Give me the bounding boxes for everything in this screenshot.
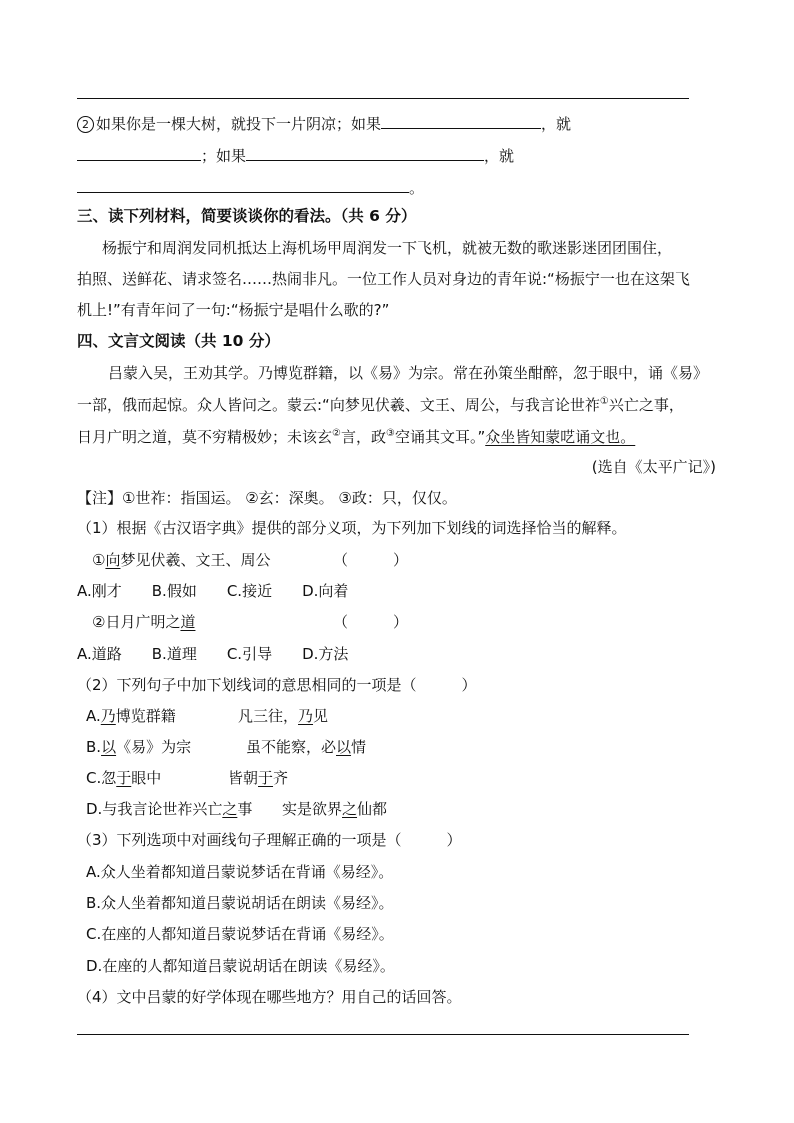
section-3-paragraph-line2: 拍照、送鲜花、请求签名……热闹非凡。一位工作人员对身边的青年说:“杨振宁一也在这架飞	[77, 270, 690, 288]
question-3-option-d: D.在座的人都知道吕蒙说胡话在朗读《易经》。	[86, 957, 395, 975]
fill-in-item-2-line1	[77, 112, 571, 134]
question-2-option-b: B.以《易》为宗	[86, 738, 192, 756]
underlined-sentence: 众坐皆知蒙呓诵文也。	[485, 428, 636, 446]
question-2-option-a-compare: 凡三往，乃见	[238, 707, 329, 725]
item2-text-a: 如果你是一棵大树，就投下一片阴凉；如果	[96, 115, 382, 133]
footnotes: 【注】①世祚：指国运。 ②玄：深奥。 ③政：只，仅仅。	[77, 489, 457, 507]
section-3-paragraph-line1: 杨振宁和周润发同机抵达上海机场甲周润发一下飞机，就被无数的歌迷影迷团团围住，	[102, 239, 673, 257]
classical-text-line1: 吕蒙入吴，王劝其学。乃博览群籍，以《易》为宗。常在孙策坐酣醉，忽于眼中，诵《易》	[108, 364, 709, 382]
footnote-marker-1: ①	[599, 396, 609, 407]
item2-text-b: ，就	[541, 115, 572, 133]
answer-line-top	[77, 98, 689, 99]
section-3-paragraph-line3: 机上!”有青年问了一句:“杨振宁是唱什么歌的?”	[77, 301, 390, 319]
classical-text-line3: 日月广明之道，莫不穷精极妙；未该玄②言，政③空诵其文耳。”众坐皆知蒙呓诵文也。	[77, 428, 636, 446]
answer-blank-1[interactable]	[381, 112, 541, 129]
answer-blank-2[interactable]	[77, 144, 201, 161]
source-citation: (选自《太平广记》)	[591, 458, 716, 476]
question-1-stem: （1）根据《古汉语字典》提供的部分义项，为下列加下划线的词选择恰当的解释。	[77, 519, 627, 537]
answer-line-bottom[interactable]	[77, 1034, 689, 1035]
item2-text-d: ，就	[484, 147, 515, 165]
underlined-word-xiang: 向	[105, 551, 121, 569]
fill-in-item-2-line3	[77, 176, 424, 198]
footnote-marker-3: ③	[386, 428, 395, 439]
question-4-stem: （4）文中吕蒙的好学体现在哪些地方？用自己的话回答。	[77, 988, 462, 1006]
fill-in-item-2-line2	[77, 144, 514, 166]
circled-number: 2	[77, 116, 94, 133]
section-3-heading: 三、读下列材料，简要谈谈你的看法。（共 6 分）	[77, 207, 417, 225]
question-3-option-b: B.众人坐着都知道吕蒙说胡话在朗读《易经》。	[86, 894, 394, 912]
footnote-marker-2: ②	[332, 428, 341, 439]
question-1-sub2-answer-paren[interactable]: （ ）	[333, 613, 409, 631]
question-1-sub1-options: A.刚才 B.假如 C.接近 D.向着	[77, 582, 349, 600]
question-3-stem: （3）下列选项中对画线句子理解正确的一项是（ ）	[77, 831, 462, 849]
question-1-sub1-answer-paren[interactable]: （ ）	[333, 551, 409, 569]
question-2-stem: （2）下列句子中加下划线词的意思相同的一项是（ ）	[77, 676, 477, 694]
question-1-sub1: ①向梦见伏羲、文王、周公	[92, 551, 271, 569]
question-2-option-c: C.忽于眼中	[86, 769, 162, 787]
classical-text-line2: 一部，俄而起惊。众人皆问之。蒙云:“向梦见伏羲、文王、周公，与我言论世祚①兴亡之事，	[77, 396, 684, 414]
question-3-option-a: A.众人坐着都知道吕蒙说梦话在背诵《易经》。	[86, 863, 394, 881]
item2-end: 。	[409, 179, 425, 197]
question-1-sub2-options: A.道路 B.道理 C.引导 D.方法	[77, 645, 349, 663]
question-2-option-d: D.与我言论世祚兴亡之事	[86, 800, 253, 818]
item2-text-c: ；如果	[201, 147, 247, 165]
question-2-option-b-compare: 虽不能察，必以情	[246, 738, 367, 756]
question-2-option-a: A.乃博览群籍	[86, 707, 176, 725]
question-2-option-c-compare: 皆朝于齐	[228, 769, 289, 787]
question-1-sub2: ②日月广明之道	[92, 613, 196, 631]
answer-blank-4[interactable]	[77, 176, 409, 193]
question-2-option-d-compare: 实是欲界之仙都	[282, 800, 388, 818]
underlined-word-dao: 道	[180, 613, 196, 631]
question-3-option-c: C.在座的人都知道吕蒙说梦话在背诵《易经》。	[86, 925, 394, 943]
answer-blank-3[interactable]	[246, 144, 484, 161]
section-4-heading: 四、文言文阅读（共 10 分）	[77, 332, 280, 350]
